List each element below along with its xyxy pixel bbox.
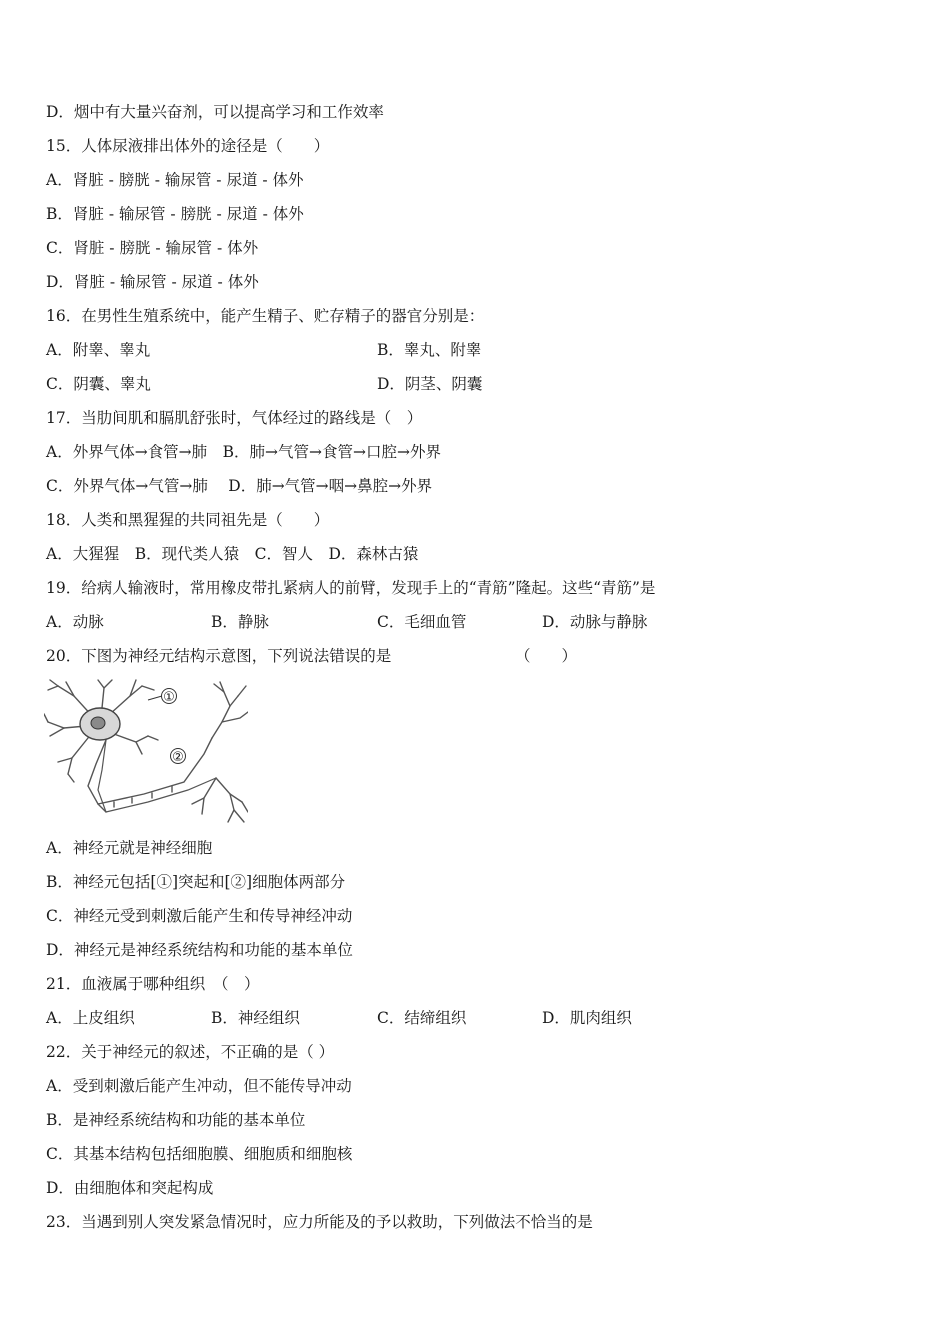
q19-option-c: C．毛细血管 [377, 613, 467, 631]
q17-options-ab: A．外界气体→食管→肺 B．肺→气管→食管→口腔→外界 [46, 443, 442, 461]
q19-stem: 19．给病人输液时，常用橡皮带扎紧病人的前臂，发现手上的“青筋”隆起。这些“青筋”是 [46, 579, 656, 597]
q21-option-a: A．上皮组织 [46, 1009, 135, 1027]
q21-option-b: B．神经组织 [211, 1009, 300, 1027]
q19-option-a: A．动脉 [46, 613, 104, 631]
q17-stem: 17．当肋间肌和膈肌舒张时，气体经过的路线是（ ） [46, 409, 423, 427]
figure-label-1: ① [163, 690, 175, 705]
q20-stem: 20．下图为神经元结构示意图，下列说法错误的是 [46, 647, 392, 665]
neuron-diagram [44, 678, 248, 826]
q22-option-a: A．受到刺激后能产生冲动，但不能传导冲动 [46, 1077, 352, 1095]
q20-option-d: D．神经元是神经系统结构和功能的基本单位 [46, 941, 353, 959]
q15-option-c: C．肾脏 - 膀胱 - 输尿管 - 体外 [46, 239, 259, 257]
q20-option-a: A．神经元就是神经细胞 [46, 839, 213, 857]
q15-option-a: A．肾脏 - 膀胱 - 输尿管 - 尿道 - 体外 [46, 171, 304, 189]
q16-option-b: B．睾丸、附睾 [377, 341, 482, 359]
q22-option-d: D．由细胞体和突起构成 [46, 1179, 214, 1197]
q17-options-cd: C．外界气体→气管→肺 D．肺→气管→咽→鼻腔→外界 [46, 477, 433, 495]
q20-answer-paren: （ ） [515, 647, 578, 665]
figure-label-2: ② [172, 750, 184, 765]
q18-options: A．大猩猩 B．现代类人猿 C．智人 D．森林古猿 [46, 545, 419, 563]
q20-option-c: C．神经元受到刺激后能产生和传导神经冲动 [46, 907, 353, 925]
q19-option-d: D．动脉与静脉 [542, 613, 648, 631]
q21-stem: 21．血液属于哪种组织 （ ） [46, 975, 260, 993]
q22-stem: 22．关于神经元的叙述，不正确的是（ ） [46, 1043, 335, 1061]
q16-stem: 16．在男性生殖系统中，能产生精子、贮存精子的器官分别是： [46, 307, 485, 325]
q22-option-c: C．其基本结构包括细胞膜、细胞质和细胞核 [46, 1145, 353, 1163]
q16-option-a: A．附睾、睾丸 [46, 341, 151, 359]
q15-stem: 15．人体尿液排出体外的途径是（ ） [46, 137, 330, 155]
q22-option-b: B．是神经系统结构和功能的基本单位 [46, 1111, 306, 1129]
q21-option-d: D．肌肉组织 [542, 1009, 632, 1027]
q18-stem: 18．人类和黑猩猩的共同祖先是（ ） [46, 511, 330, 529]
q21-option-c: C．结缔组织 [377, 1009, 467, 1027]
q20-option-b: B．神经元包括[①]突起和[②]细胞体两部分 [46, 873, 346, 891]
q19-option-b: B．静脉 [211, 613, 269, 631]
q23-stem: 23．当遇到别人突发紧急情况时，应力所能及的予以救助，下列做法不恰当的是 [46, 1213, 593, 1231]
q15-option-d: D．肾脏 - 输尿管 - 尿道 - 体外 [46, 273, 259, 291]
q15-option-b: B．肾脏 - 输尿管 - 膀胱 - 尿道 - 体外 [46, 205, 304, 223]
q16-option-c: C．阴囊、睾丸 [46, 375, 151, 393]
q14-option-d: D．烟中有大量兴奋剂，可以提高学习和工作效率 [46, 103, 384, 121]
q16-option-d: D．阴茎、阴囊 [377, 375, 483, 393]
